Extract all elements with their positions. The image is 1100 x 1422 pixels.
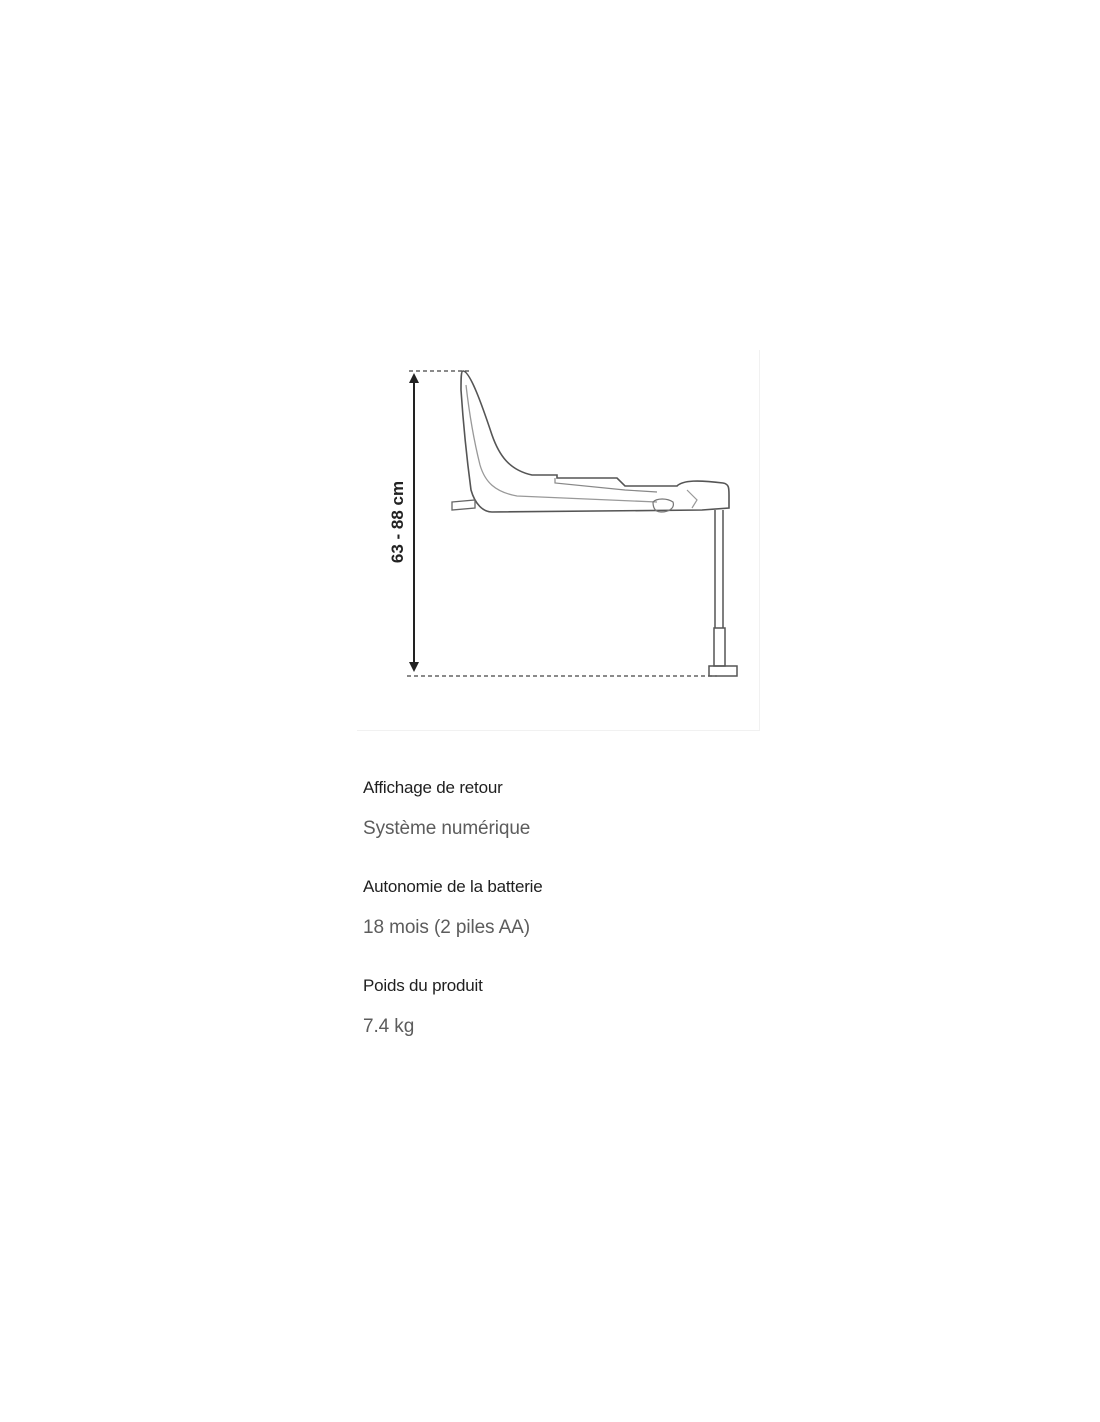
- support-leg-lower: [714, 628, 725, 666]
- spec-return-display: [363, 776, 883, 842]
- spec-value: 7.4 kg: [363, 1016, 415, 1037]
- spec-label: Poids du produit: [363, 976, 483, 995]
- seat-rail: [555, 478, 657, 492]
- dimension-arrow-bottom-head: [409, 662, 419, 672]
- seat-front-chevron: [687, 490, 697, 508]
- car-seat-base-drawing: [357, 350, 760, 731]
- dimension-arrow-top-head: [409, 373, 419, 383]
- spec-product-weight: [363, 974, 883, 1040]
- isofix-connector: [452, 500, 475, 510]
- spec-value: 18 mois (2 piles AA): [363, 917, 530, 938]
- spec-battery-life: [363, 875, 883, 941]
- spec-value: Système numérique: [363, 818, 531, 839]
- product-specs-list: [363, 776, 883, 1073]
- spec-label: Affichage de retour: [363, 778, 503, 797]
- support-leg-foot: [709, 666, 737, 676]
- spec-label: Autonomie de la batterie: [363, 877, 543, 896]
- support-leg: [715, 510, 723, 628]
- dimension-label: 63 - 88 cm: [388, 480, 407, 564]
- product-dimension-figure: [357, 350, 760, 731]
